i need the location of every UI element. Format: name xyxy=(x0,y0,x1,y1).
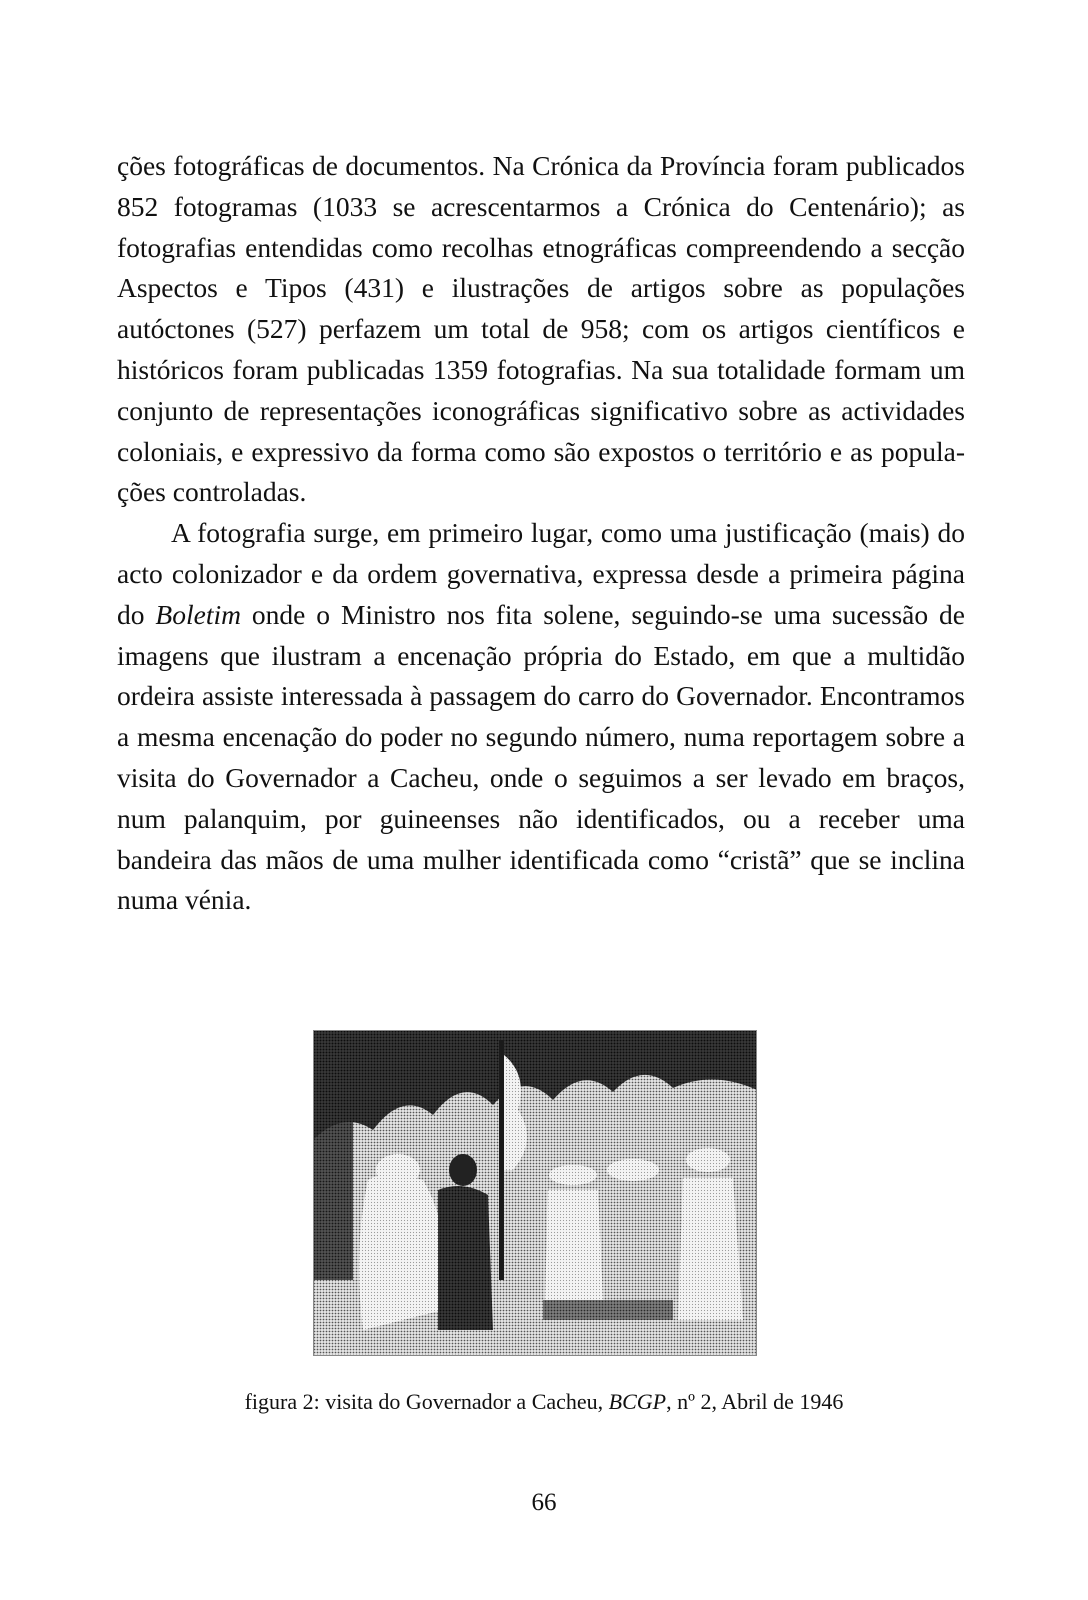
caption-italic: BCGP xyxy=(608,1389,667,1414)
paragraph-2-after: onde o Ministro nos fita solene, seguindo-se uma sucessão de imagens que ilustram a encenação própria do Estado, em que a multidão ordeira assiste interessada à passagem do carro do Governador. Encontramos a mesma encenação do poder no segundo número, numa reportagem sobre a visita do Governador a Cacheu, onde o seguimos a ser levado em braços, num palanquim, por guineenses não identificados, ou a receber uma bandeira das mãos de uma mulher identificada como “cristã” que se inclina numa vénia. xyxy=(117,598,965,916)
paragraph-2 xyxy=(117,513,965,921)
paragraph-2-italic: Boletim xyxy=(155,598,241,630)
page-number: 66 xyxy=(531,1489,557,1516)
paragraph-1: ções fotográficas de documentos. Na Crónica da Província foram publicados 852 fotogramas (1033 se acrescentarmos a Crónica do Centenário); as fotografias entendidas como recolhas etnográficas compreendendo a secção Aspectos e Tipos (431) e ilustrações de artigos sobre as populações autóctones (527) perfazem um total de 958; com os artigos científicos e históricos foram publicadas 1359 fotografias. Na sua totalidade formam um conjunto de representações iconográficas significativo sobre as actividades coloniais, e expressivo da forma como são expostos o território e as populações controladas. xyxy=(117,150,965,508)
figure-caption xyxy=(0,1388,1088,1416)
caption-after: , nº 2, Abril de 1946 xyxy=(666,1389,844,1414)
figure-photo xyxy=(313,1030,757,1356)
halftone-photo xyxy=(313,1030,757,1356)
paragraph-2-before: A fotografia surge, em primeiro lugar, como uma justificação (mais) do acto colonizador e da ordem governativa, expressa desde a primeira página do xyxy=(117,517,965,630)
caption-before: figura 2: visita do Governador a Cacheu, xyxy=(244,1389,609,1414)
body-text xyxy=(117,146,965,921)
